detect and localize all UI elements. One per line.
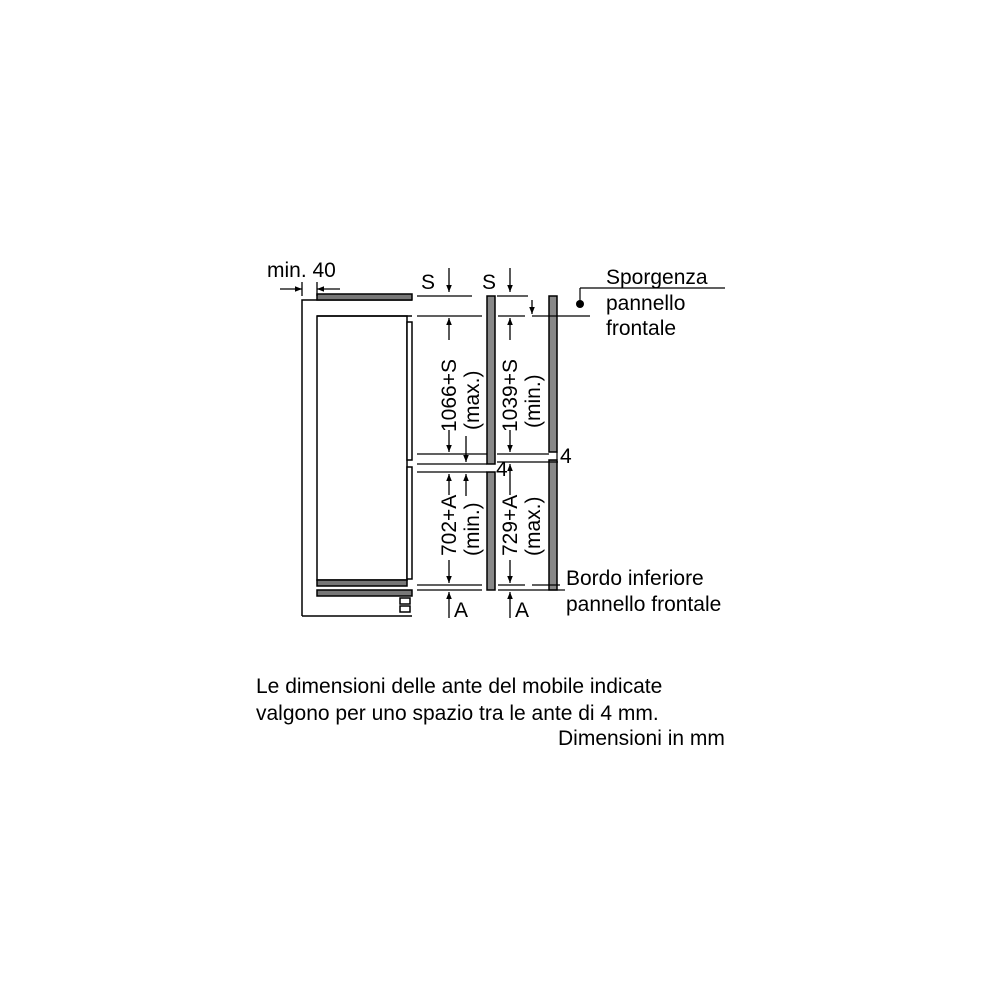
lower-left-qualifier: (min.) — [461, 502, 484, 556]
min-clearance-label: min. 40 — [267, 259, 336, 282]
bottom-edge-label-line2: pannello frontale — [566, 593, 722, 616]
panel-projection-label-line2: pannello — [606, 292, 686, 315]
bottom-edge-label-line1: Bordo inferiore — [566, 567, 704, 590]
panel-projection-label-line1: Sporgenza — [606, 266, 708, 289]
panel-projection-label-line3: frontale — [606, 317, 677, 340]
lower-left-dimension: 702+A — [438, 494, 461, 556]
upper-left-dimension: 1066+S — [438, 359, 461, 432]
projection-point-marker — [576, 300, 584, 308]
upper-right-dimension: 1039+S — [499, 359, 522, 432]
note-line-2: valgono per uno spazio tra le ante di 4 mm. — [256, 702, 659, 725]
gap-right-label: 4 — [560, 445, 572, 468]
s-arrows — [449, 268, 510, 292]
cabinet-side-view — [302, 294, 412, 616]
upper-right-qualifier: (min.) — [522, 374, 545, 428]
lower-right-dimension: 729+A — [499, 494, 522, 556]
s-left-label: S — [421, 271, 436, 294]
a-right-label: A — [515, 599, 530, 622]
note-line-1: Le dimensioni delle ante del mobile indicate — [256, 675, 663, 698]
upper-left-qualifier: (max.) — [461, 370, 484, 430]
s-right-label: S — [482, 271, 497, 294]
lower-right-qualifier: (max.) — [522, 496, 545, 556]
a-left-label: A — [454, 599, 469, 622]
units-note: Dimensioni in mm — [558, 727, 725, 750]
gap-upper-label: 4 — [496, 458, 508, 481]
